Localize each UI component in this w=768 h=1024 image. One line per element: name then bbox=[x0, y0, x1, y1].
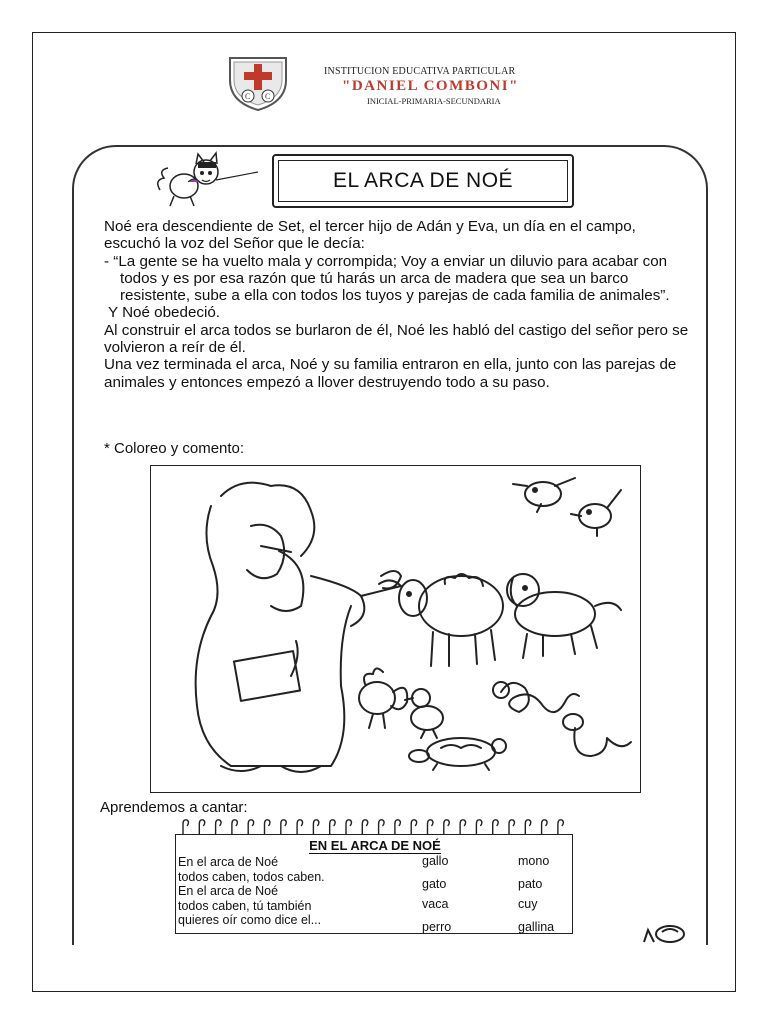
snake-icon bbox=[493, 682, 579, 712]
school-crest-icon bbox=[224, 52, 292, 112]
animal-word: vaca bbox=[422, 897, 449, 911]
dog-icon bbox=[507, 574, 621, 658]
spiral-ring bbox=[297, 820, 303, 834]
spiral-ring bbox=[411, 820, 417, 834]
story-paragraph-1: Noé era descendiente de Set, el tercer hijo de Adán y Eva, un día en el campo, escuchó la voz del Señor que le decía: bbox=[104, 218, 636, 253]
snake-icon bbox=[563, 714, 631, 756]
spiral-ring bbox=[346, 820, 352, 834]
spiral-binding-icon bbox=[175, 818, 573, 834]
spiral-ring bbox=[379, 820, 385, 834]
coloring-illustration bbox=[150, 465, 641, 793]
spiral-ring bbox=[509, 820, 515, 834]
lyric-line: En el arca de Noé bbox=[178, 855, 279, 869]
spiral-ring bbox=[362, 820, 368, 834]
duck-icon bbox=[405, 689, 443, 738]
cat-mascot-icon bbox=[150, 150, 260, 210]
page-title: EL ARCA DE NOÉ bbox=[278, 160, 568, 202]
spiral-ring bbox=[216, 820, 222, 834]
animal-word: gallina bbox=[518, 920, 555, 934]
lyric-line: quieres oír como dice el... bbox=[178, 913, 322, 927]
animal-word: mono bbox=[518, 854, 550, 868]
spiral-ring bbox=[542, 820, 548, 834]
song-title-text: EN EL ARCA DE NOÉ bbox=[309, 838, 441, 853]
spiral-ring bbox=[248, 820, 254, 834]
bird-icon bbox=[571, 490, 621, 536]
song-notebook bbox=[175, 818, 573, 934]
sheep-icon bbox=[399, 574, 503, 666]
animal-word: pato bbox=[518, 877, 543, 891]
story-paragraph-2: Y Noé obedeció. bbox=[108, 304, 221, 322]
spiral-ring bbox=[281, 820, 287, 834]
crest-letter-1: C bbox=[245, 92, 251, 101]
school-name: "DANIEL COMBONI" bbox=[342, 78, 519, 94]
spiral-ring bbox=[525, 820, 531, 834]
spiral-ring bbox=[313, 820, 319, 834]
spiral-ring bbox=[232, 820, 238, 834]
story-paragraph-4: Una vez terminada el arca, Noé y su familia entraron en ella, junto con las parejas de animales y entonces empezó a llover destruyendo todo a su paso. bbox=[104, 356, 677, 391]
spiral-ring bbox=[183, 820, 189, 834]
lyric-line: todos caben, tú también bbox=[178, 898, 312, 913]
spiral-ring bbox=[265, 820, 271, 834]
spiral-ring bbox=[493, 820, 499, 834]
song-instruction: Aprendemos a cantar: bbox=[100, 799, 248, 816]
noah-figure-icon bbox=[196, 483, 401, 772]
spiral-ring bbox=[330, 820, 336, 834]
story-paragraph-3: Al construir el arca todos se burlaron de él, Noé les habló del castigo del señor pero se volvieron a reír de él. bbox=[104, 321, 689, 357]
spiral-ring bbox=[199, 820, 205, 834]
animal-word: gato bbox=[422, 877, 447, 891]
animal-word: gallo bbox=[422, 854, 449, 868]
noah-animals-drawing bbox=[151, 466, 639, 791]
small-figure-icon bbox=[640, 920, 690, 944]
spiral-ring bbox=[558, 820, 564, 834]
rooster-icon bbox=[359, 668, 407, 728]
song-lyrics bbox=[178, 855, 325, 928]
animal-word: cuy bbox=[518, 897, 538, 911]
spiral-ring bbox=[460, 820, 466, 834]
institution-line: INSTITUCION EDUCATIVA PARTICULAR bbox=[324, 66, 516, 77]
song-card bbox=[175, 834, 573, 934]
bird-icon bbox=[513, 478, 575, 512]
lyric-line: todos caben, todos caben. bbox=[178, 869, 325, 884]
school-header bbox=[224, 52, 604, 116]
spiral-ring bbox=[476, 820, 482, 834]
crest-letter-2: C bbox=[265, 92, 271, 101]
spiral-ring bbox=[444, 820, 450, 834]
lyric-line: En el arca de Noé bbox=[178, 884, 279, 898]
song-title bbox=[176, 838, 574, 853]
animal-word: perro bbox=[422, 920, 452, 934]
spiral-ring bbox=[428, 820, 434, 834]
story-quote: - “La gente se ha vuelto mala y corrompida; Voy a enviar un diluvio para acabar con todos y es por esa razón que tú harás un arca de madera que sea un barco resistente, sube a ella con todos los tuyos y parejas de cada familia de animales”. bbox=[104, 252, 670, 305]
story-text bbox=[104, 218, 694, 391]
task-instruction: * Coloreo y comento: bbox=[104, 440, 245, 457]
spiral-ring bbox=[395, 820, 401, 834]
school-levels: INICIAL-PRIMARIA-SECUNDARIA bbox=[367, 96, 501, 106]
turtle-icon bbox=[409, 738, 506, 770]
